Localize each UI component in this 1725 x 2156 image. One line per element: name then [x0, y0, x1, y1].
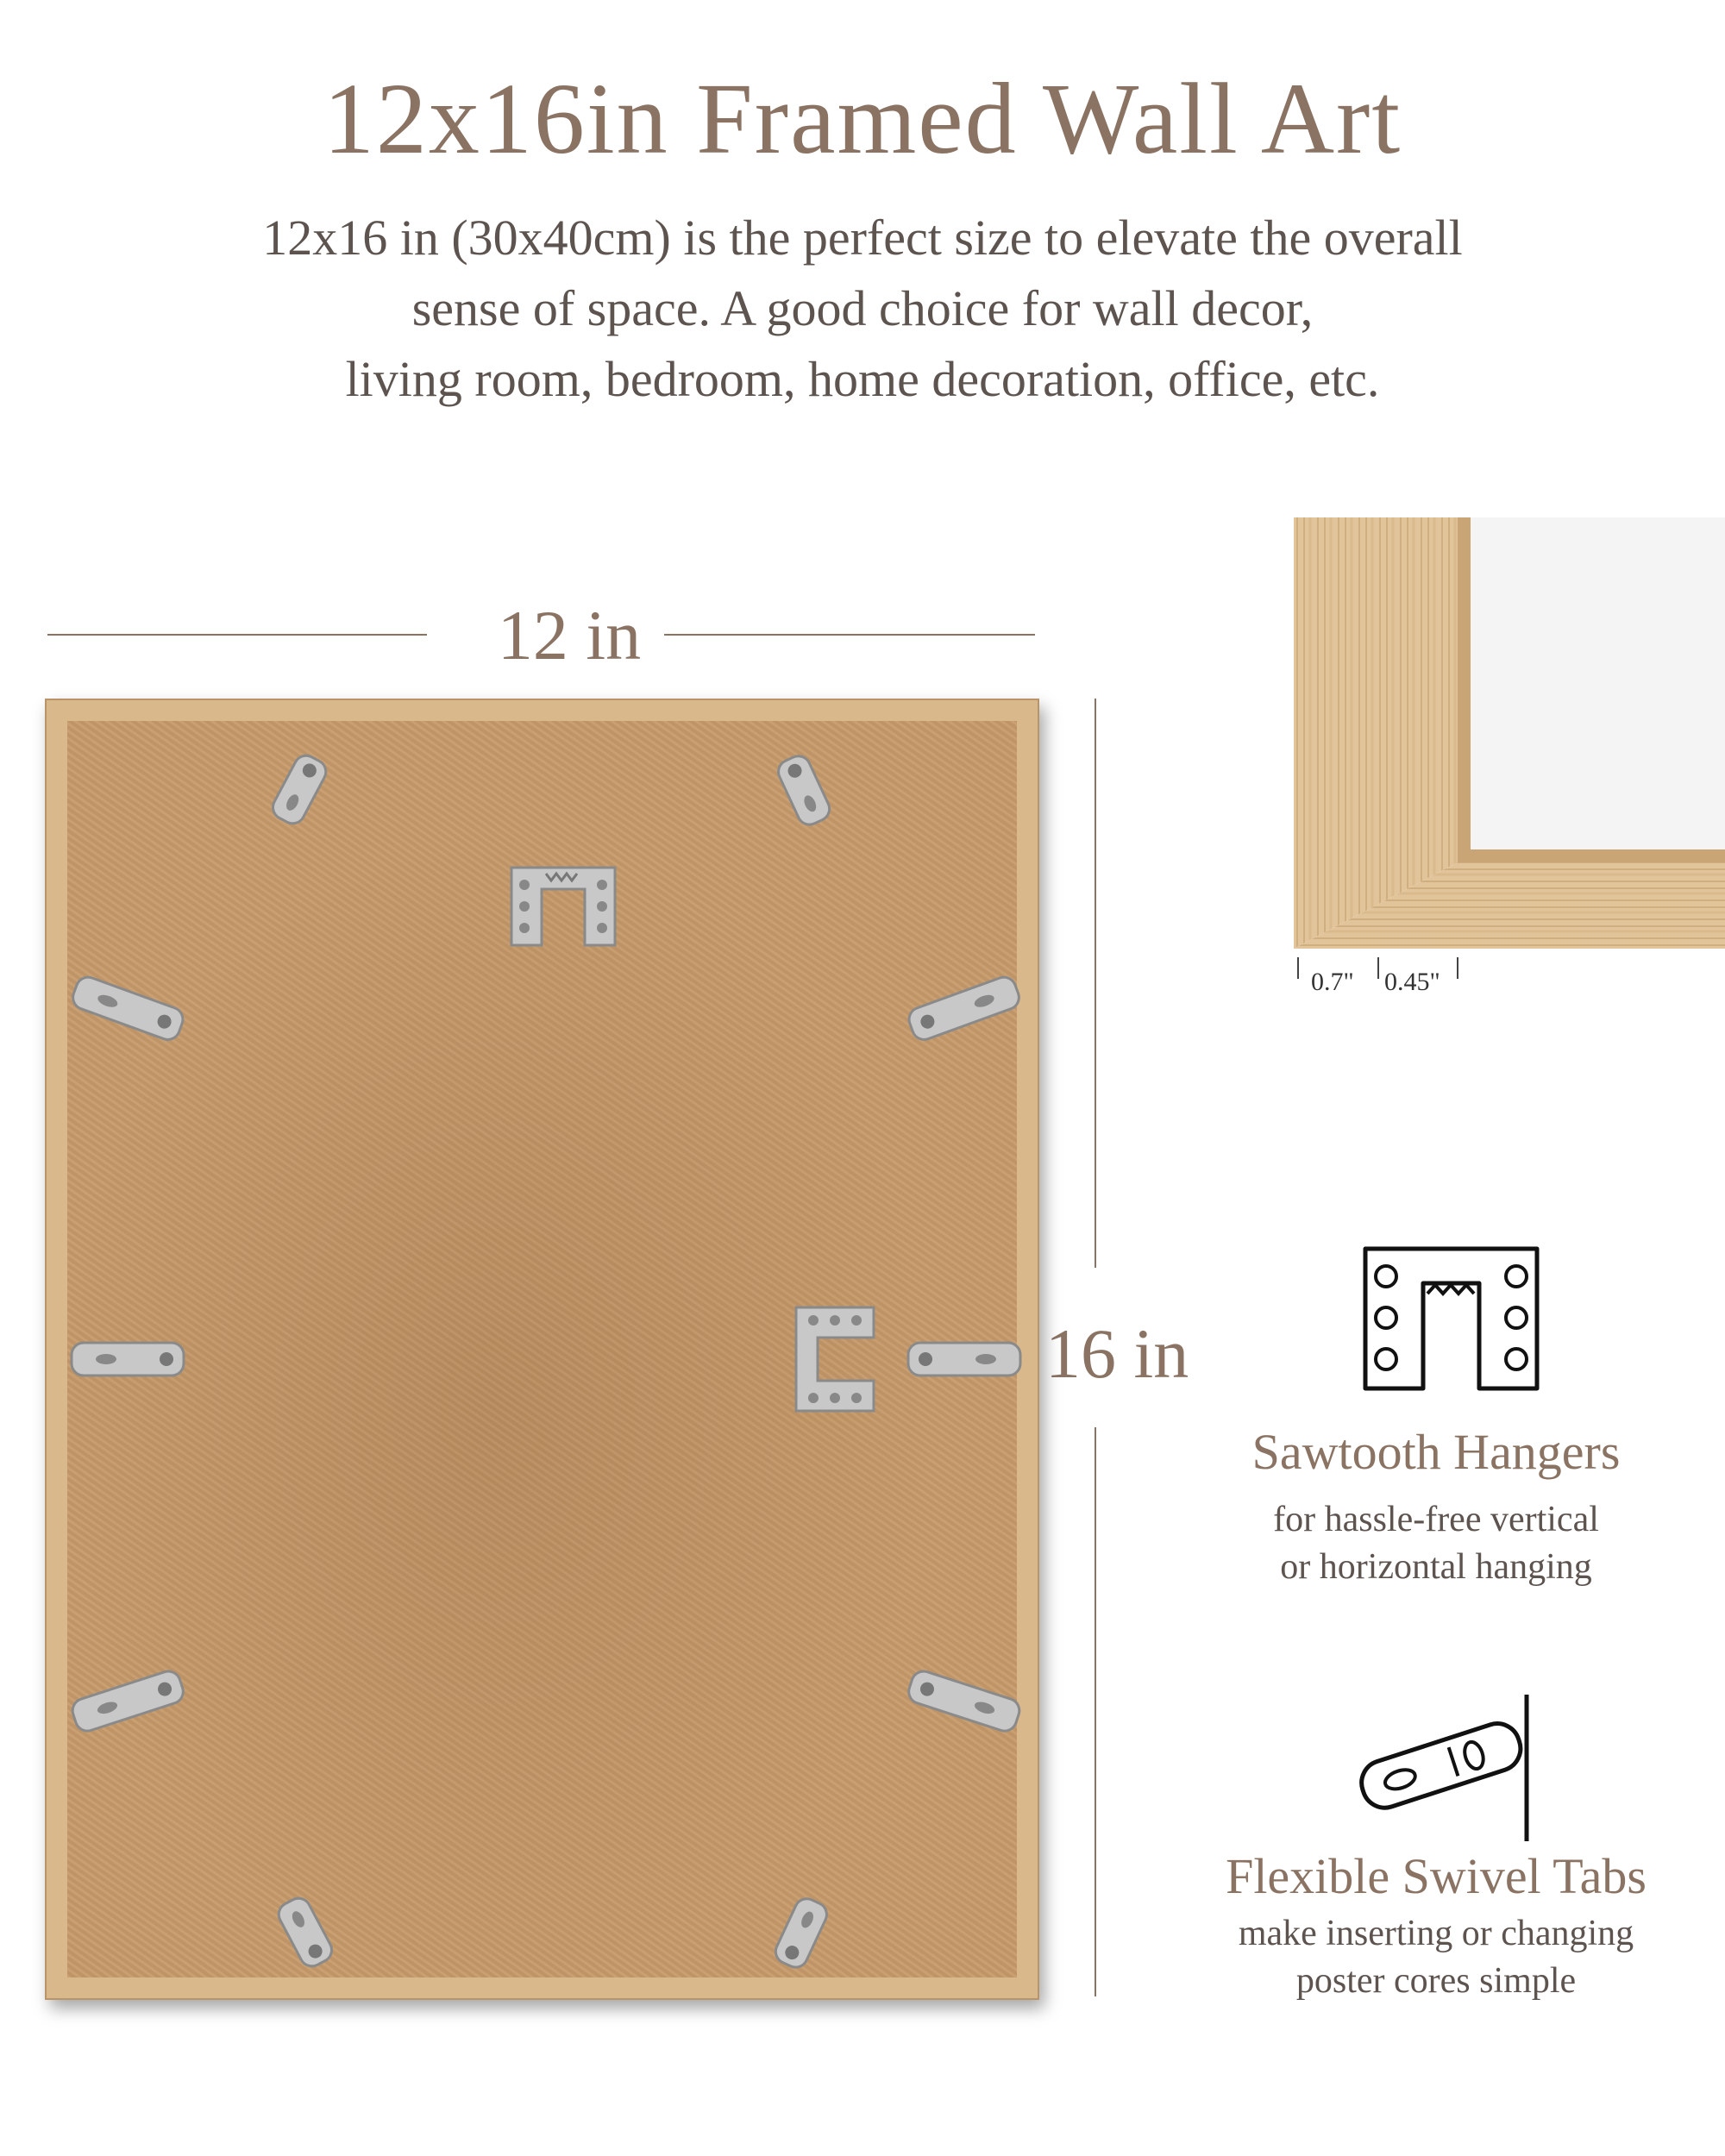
feature-description-line: make inserting or changing [1238, 1914, 1634, 1953]
width-label: 12 in [497, 596, 642, 674]
description [0, 203, 1725, 415]
swivel-tab-icon [895, 975, 1025, 1044]
description-line: sense of space. A good choice for wall decor, [411, 280, 1314, 336]
page-title: 12x16in Framed Wall Art [323, 62, 1402, 175]
swivel-tab-icon [1346, 1690, 1544, 1846]
feature-description-line: or horizontal hanging [1280, 1547, 1592, 1587]
feature-description [1147, 1496, 1725, 1591]
sawtooth-hanger-icon [792, 1303, 878, 1415]
feature-title: Sawtooth Hangers [1251, 1424, 1621, 1480]
description-line: 12x16 in (30x40cm) is the perfect size to elevate the overall [262, 210, 1463, 266]
frame-corner-image [1294, 517, 1725, 1000]
dimension-line [664, 634, 1035, 636]
height-label: 16 in [1045, 1314, 1189, 1393]
dimension-line [47, 634, 427, 636]
frame-corner-detail [1294, 517, 1725, 1000]
swivel-tab-icon [261, 725, 339, 855]
swivel-tab-icon [67, 975, 197, 1044]
sawtooth-hanger-icon [507, 863, 619, 950]
feature-description-line: poster cores simple [1295, 1961, 1577, 2001]
width-dimension [47, 596, 1035, 674]
dimension-line [1095, 1427, 1096, 1996]
frame-width-label: 0.45" [1384, 968, 1440, 996]
feature-title: Flexible Swivel Tabs [1226, 1848, 1647, 1904]
description-line: living room, bedroom, home decoration, office, etc. [345, 351, 1380, 407]
frame-depth-label: 0.7" [1311, 968, 1354, 996]
swivel-tab-icon [895, 1329, 1025, 1389]
swivel-tab-icon [766, 725, 844, 855]
swivel-tab-icon [266, 1868, 343, 1997]
feature-description [1147, 1910, 1725, 2005]
sawtooth-hanger-icon [1358, 1242, 1544, 1393]
swivel-tab-icon [67, 1329, 197, 1389]
swivel-tab-icon [67, 1665, 197, 1734]
swivel-tab-icon [895, 1665, 1025, 1734]
dimension-line [1095, 699, 1096, 1268]
swivel-tab-icon [762, 1868, 839, 1997]
frame-back [45, 699, 1039, 2000]
feature-description-line: for hassle-free vertical [1273, 1500, 1599, 1539]
